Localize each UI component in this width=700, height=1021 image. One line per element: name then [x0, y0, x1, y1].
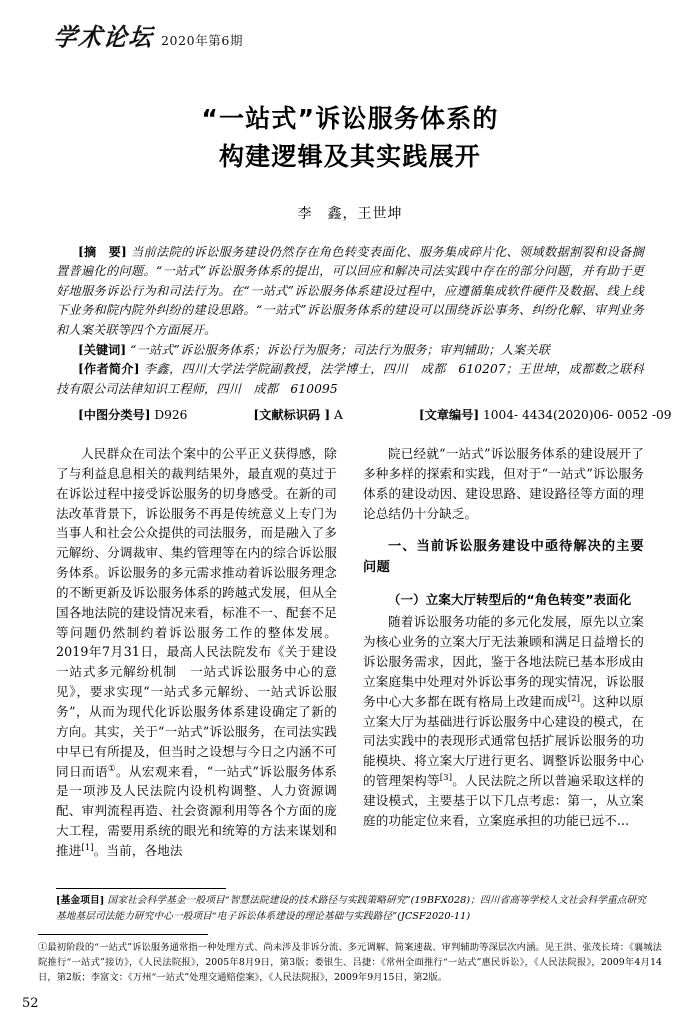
left-para-1-end: 。当前，各地法 [93, 842, 183, 858]
article-title [0, 100, 700, 176]
reference-marker-1: [1] [81, 842, 94, 853]
title-line-2: 构建逻辑及其实践展开 [218, 142, 481, 171]
page-number: 52 [22, 996, 39, 1011]
body-columns [56, 444, 644, 882]
footnote-marker-1: ① [107, 763, 116, 774]
title-line-1: “一站式”诉讼服务体系的 [201, 104, 499, 133]
clc-label: [中图分类号] [78, 408, 151, 422]
clc-value: D926 [154, 408, 188, 422]
keywords-label: [关键词] [78, 342, 127, 357]
doccode-slot [253, 406, 342, 423]
left-paragraph-1 [56, 444, 337, 861]
journal-logo: 学术论坛 [52, 23, 156, 52]
footnote-divider-rule [38, 934, 208, 935]
fund-project-note [56, 893, 646, 924]
artnum-label: [文章编号] [418, 408, 480, 422]
abstract-label: [摘 要] [78, 245, 127, 259]
footnotes-block [38, 940, 662, 986]
left-column [56, 444, 337, 882]
section-heading-2: （一）立案大厅转型后的“角色转变”表面化 [388, 592, 632, 608]
doccode-label: [文献标识码 ] [253, 408, 331, 422]
fund-divider-rule [56, 888, 226, 889]
section-heading-1: 一、当前诉讼服务建设中亟待解决的主要问题 [363, 539, 644, 576]
abstract-paragraph [56, 243, 644, 340]
reference-marker-2: [2] [567, 693, 581, 704]
artnum-value: 1004- 4434(2020)06- 0052 -09 [482, 408, 672, 422]
reference-marker-3: [3] [439, 772, 453, 783]
author-byline: 李 鑫，王世坤 [297, 206, 403, 222]
authorbio-text: 李鑫，四川大学法学院副教授，法学博士，四川 成都 610207；王世坤，成都数之联科技有限公司法律知识工程师，四川 成都 610095 [56, 362, 644, 396]
fund-text: 国家社会科学基金一般项目“智慧法院建设的技术路径与实践策略研究”(19BFX028)；四川省高等学校人文社会科学重点研究基地基层司法能力研究中心一般项目“电子诉讼体系建设的理论基础与实践路径”(JCSF2020-11) [56, 895, 647, 922]
right-para-2-cont: 。这种以原立案大厅为基础进行诉讼服务中心建设的模式，在司法实践中的表现形式通常包括扩展诉讼服务的功能模块、将立案大厅进行更名、调整诉讼服务中心的管理架构等 [363, 693, 644, 789]
issue-label: 2020年第6期 [161, 33, 244, 48]
footnote-1: ①最初阶段的“一站式”诉讼服务通常指一种处理方式、尚未涉及非诉分流、多元调解、简案速裁、审判辅助等深层次内涵。见王洪、张茂长琦：《襄城法院推行“一站式”接访》，《人民法院报》，2005年8月9日，第3版；娄银生、吕捷：《常州全面推行“一站式”惠民诉讼》，《人民法院报》，2009年4月14日，第2版；李富文：《万州“一站式”处理交通赔偿案》，《人民法院报》，2009年9月15日，第2版。 [38, 942, 662, 984]
keywords-paragraph [56, 341, 644, 360]
authorbio-label: [作者简介] [78, 362, 140, 377]
right-paragraph-2 [363, 612, 644, 830]
masthead [52, 20, 243, 53]
artnum-slot [419, 406, 672, 423]
left-para-1-cont: 。从宏观来看，“一站式”诉讼服务体系是一项涉及人民法院内设机构调整、人力资源调配、审判流程再造、社会资源利用等各个方面的庞大工程，需要用系统的眼光和统筹的方法来谋划和推进 [56, 763, 337, 858]
fund-label: [基金项目] [56, 895, 105, 906]
clc-slot [78, 406, 187, 423]
left-para-1-text: 人民群众在司法个案中的公平正义获得感，除了与利益息息相关的裁判结果外，最直观的莫过于在诉讼过程中接受诉讼服务的切身感受。在新的司法改革背景下，诉讼服务不再是传统意义上专门为当事人和社会公众提供的司法服务，而是融入了多元解纷、分调裁审、集约管理等在内的综合诉讼服务体系。诉讼服务的多元需求推动着诉讼服务理念的不断更新及诉讼服务体系的跨越式发展，但从全国各地法院的建设情况来看，标准不一、配套不足等问题仍然制约着诉讼服务工作的整体发展。2019年7月31日，最高人民法院发布《关于建设一站式多元解纷机制 一站式诉讼服务中心的意见》，要求实现“一站式多元解纷、一站式诉讼服务”，从而为现代化诉讼服务体系建设确定了新的方向。其实，关于“一站式”诉讼服务，在司法实践中早已有所提及，但当时之设想与今日之内涵不可同日而语 [56, 446, 337, 779]
right-para-2-end: 。人民法院之所以普遍采取这样的建设模式，主要基于以下几点考虑：第一，从立案庭的功能定位来看，立案庭承担的功能已远不... [363, 773, 644, 828]
authorbio-paragraph [56, 360, 644, 399]
classification-codes [56, 406, 672, 423]
right-paragraph-1: 院已经就“一站式”诉讼服务体系的建设展开了多种多样的探索和实践，但对于“一站式”诉讼服务体系的建设动因、建设思路、建设路径等方面的理论总结仍十分缺乏。 [363, 446, 644, 521]
keywords-text: “一站式”诉讼服务体系；诉讼行为服务；司法行为服务；审判辅助；人案关联 [130, 342, 551, 357]
right-column [363, 444, 644, 882]
article-metadata [56, 243, 644, 400]
doccode-value: A [334, 408, 343, 422]
right-para-2-text: 随着诉讼服务功能的多元化发展，原先以立案为核心业务的立案大厅无法兼顾和满足日益增长的诉讼服务需求，因此，鉴于各地法院已基本形成由立案庭集中处理对外诉讼事务的现实情况，诉讼服务中心大多都在既有格局上改建而成 [363, 614, 644, 709]
abstract-text: 当前法院的诉讼服务建设仍然存在角色转变表面化、服务集成碎片化、领域数据割裂和设备搁置普遍化的问题。“一站式”诉讼服务体系的提出，可以回应和解决司法实践中存在的部分问题，并有助于更好地服务诉讼行为和司法行为。在“一站式”诉讼服务体系建设过程中，应遵循集成软件硬件及数据、线上线下业务和院内院外纠纷的建设思路。“一站式”诉讼服务体系的建设可以围绕诉讼事务、纠纷化解、审判业务和人案关联等四个方面展开。 [56, 245, 644, 337]
